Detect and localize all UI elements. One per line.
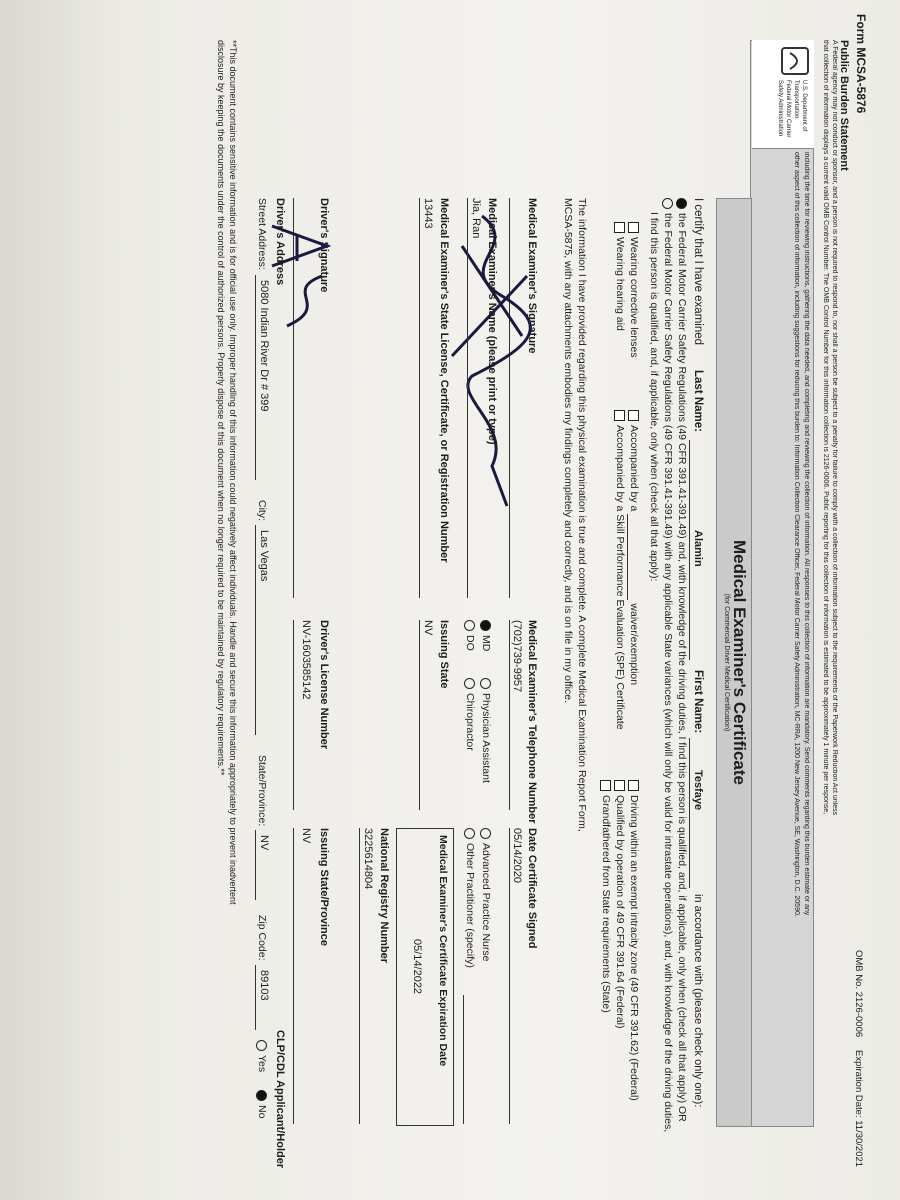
date-signed-value[interactable]: 05/14/2020 [511,828,523,884]
burden-text-1: A Federal agency may not conduct or sponsor, and a person is not required to respond to, nor shall a person be subject to a penalty for failure to comply with a collection of information subject to the requirements of the Paperwork Reduction Act unless [831,40,838,816]
expiration-label: Medical Examiner's Certificate Expiration Date [437,835,449,1067]
last-name-line [689,440,690,660]
clp-no[interactable] [256,1090,268,1118]
chiro-radio[interactable] [464,678,475,689]
waiver-checkbox[interactable] [628,410,639,421]
zip-value[interactable]: 89103 [258,970,270,1001]
medical-examiner-certificate-form [20,10,890,1190]
pa-radio[interactable] [480,678,491,689]
option-federal-text: the Federal Motor Carrier Safety Regulations (49 CFR 391.41-391.49) and, with knowledge of the driving duties, I find this person is qualified, and, if applicable, only when (check all that apply) OR [676,213,688,1122]
driver-license-label: Driver's License Number [318,620,330,750]
apn-label: Advanced Practice Nurse [480,843,492,962]
do-radio[interactable] [464,620,475,631]
option-state-radio[interactable] [662,198,673,209]
zip-label: Zip Code: [256,915,268,961]
credential-apn[interactable] [480,828,492,961]
examiner-issuing-state-line [419,620,420,810]
credential-do[interactable] [464,620,476,651]
form-subtitle: (for Commercial Driver Medical Certification) [723,593,730,732]
hearing-label: Wearing hearing aid [614,237,626,331]
clp-label: CLP/CDL Applicant/Holder [274,1030,286,1169]
grandfathered-label: Grandfathered from State requirements (State) [600,795,612,1013]
examiner-issuing-state-label: Issuing State [438,620,450,689]
option-state-continued: I find this person is qualified, and, if applicable, only when (check all that apply): [648,212,660,582]
state-line [255,830,256,900]
first-name-value[interactable]: Tesfaye [692,770,704,811]
cond-lenses[interactable] [628,222,640,358]
driver-license-line [293,620,294,810]
registry-line [359,828,360,1124]
burden-title: Public Burden Statement [838,40,850,171]
statement-line-1: The information I have provided regarding this physical examination is true and complete. A complete Medical Examination Report Form, [576,198,588,832]
cond-grandfathered[interactable] [600,780,612,1013]
agency-line-1: U.S. Department of Transportation [793,80,807,132]
examiner-name-value[interactable]: Jia, Ran [470,198,482,239]
clp-no-radio[interactable] [256,1090,267,1101]
street-label: Street Address: [256,198,268,270]
agency-line-2: Federal Motor Carrier [785,80,791,138]
burden-text-2: that collection of information displays a current valid OMB Control Number. The OMB Control Number for this information collection is 2126-0006. Public reporting for this collection of information is estimated to be approximately 1 minute per response, [822,40,829,815]
telephone-label: Medical Examiner's Telephone Number [526,620,538,824]
dot-logo [752,40,814,149]
credential-md[interactable] [480,620,492,651]
city-value[interactable]: Las Vegas [258,530,270,582]
city-line [255,525,256,735]
burden-text-4: other aspect of this collection of information, including suggestions for reducing this burden to: Information Collection Clearance Officer, Federal Motor Carrier Safety Administration, MC-RRA, 1200 New Jersey Avenue, SE, Washington, D.C. 20590. [793,152,800,917]
grandfathered-checkbox[interactable] [600,780,611,791]
other-label: Other Practitioner (specify) [464,843,476,968]
driver-issuing-state-line [293,828,294,1124]
clp-no-label: No [256,1105,268,1119]
apn-radio[interactable] [480,828,491,839]
examiner-license-label: Medical Examiner's State License, Certificate, or Registration Number [438,198,450,563]
operation-label: Qualified by operation of 49 CFR 391.64 (Federal) [614,795,626,1029]
credential-chiro[interactable] [464,678,476,751]
waiver-post-label: waiver/exemption [628,603,640,686]
agency-line-3: Safety Administration [777,80,783,137]
driver-address-label: Driver's Address [274,198,286,286]
date-signed-label: Date Certificate Signed [526,828,538,949]
option-federal[interactable] [676,198,688,1158]
form-id: Form MCSA-5876 [854,14,868,114]
chiro-label: Chiropractor [464,693,476,751]
expiration-value[interactable]: 05/14/2022 [411,939,423,995]
md-radio[interactable] [480,620,491,631]
clp-yes-radio[interactable] [256,1040,267,1051]
examiner-name-label: Medical Examiner's Name (please print or type) [486,198,498,445]
operation-checkbox[interactable] [614,780,625,791]
spe-checkbox[interactable] [614,410,625,421]
clp-yes-label: Yes [256,1055,268,1073]
burden-text-3: including the time for reviewing instructions, gathering the data needed, and completing and reviewing the collection of information. All responses to this collection of information are mandatory. Send comments regarding this burden estimate or any [803,152,810,916]
street-value[interactable]: 5080 Indian River Dr # 399 [258,280,270,412]
driver-issuing-state-label: Issuing State/Province [318,828,330,946]
telephone-line [509,620,510,810]
city-label: City: [256,500,268,521]
do-label: DO [464,635,476,651]
hearing-checkbox[interactable] [614,222,625,233]
cond-spe[interactable] [614,410,626,730]
zip-line [255,965,256,1030]
cond-operation[interactable] [614,780,626,1028]
telephone-value[interactable]: (702)739-9957 [511,620,523,693]
option-state-text: the Federal Motor Carrier Safety Regulations (49 CFR 391.41-391.49) with any applicable State variances (which will only be valid for intrastate operations), and, with knowledge of the driving duties, [662,213,674,1133]
cond-intracity[interactable] [628,780,640,1101]
option-state-variances[interactable] [662,198,674,1158]
examiner-license-line [419,198,420,598]
examiner-issuing-state-value[interactable]: NV [422,620,434,636]
state-label: State/Province: [256,755,268,827]
street-line [255,275,256,480]
credential-other[interactable] [464,828,476,968]
lenses-checkbox[interactable] [628,222,639,233]
expiration-date-box[interactable] [396,828,454,1126]
omb-number: OMB No. 2126-0006 [853,950,864,1038]
pa-label: Physician Assistant [480,693,492,783]
md-label: MD [480,635,492,652]
cond-hearing[interactable] [614,222,626,331]
date-signed-line [509,828,510,1124]
expiration-notice: Expiration Date: 11/30/2021 [853,1050,864,1168]
certify-intro: I certify that I have examined [692,198,704,346]
lenses-label: Wearing corrective lenses [628,237,640,358]
last-name-label: Last Name: [692,370,704,432]
driver-issuing-state-value[interactable]: NV [300,828,312,844]
state-value[interactable]: NV [258,835,270,851]
registry-label: National Registry Number [378,828,390,964]
driver-license-value[interactable]: NV-1603585142 [300,620,312,700]
footer-line-2: disclosure by keeping the documents under the control of authorized persons. Properly dispose of this document when no longer required to be maintained by regulatory requirements.** [216,40,226,776]
footer-line-1: **This document contains sensitive information and is for official use only. Improper handling of this information could negatively affect individuals. Handle and secure this information appropriately to prevent inadvertent [228,40,238,905]
cond-waiver[interactable] [627,410,640,685]
waiver-blank[interactable] [627,514,640,600]
form-title: Medical Examiner's Certificate [730,540,749,785]
first-name-line [689,738,690,888]
examiner-name-line [467,198,468,598]
intracity-checkbox[interactable] [628,780,639,791]
registry-value[interactable]: 3225614804 [362,828,374,890]
accordance-text: in accordance with (please check only one): [692,894,704,1108]
other-radio[interactable] [464,828,475,839]
spe-label: Accompanied by a Skill Performance Evaluation (SPE) Certificate [614,425,626,730]
driver-signature-label: Driver's Signature [318,198,330,293]
clp-yes[interactable] [256,1040,268,1072]
title-bar [716,198,752,1127]
other-specify-line [463,995,464,1124]
examiner-license-value[interactable]: 13443 [422,198,434,229]
last-name-value[interactable]: Alamin [692,530,704,567]
dot-emblem-icon [780,46,810,76]
credential-pa[interactable] [480,678,492,783]
first-name-label: First Name: [692,670,704,734]
intracity-label: Driving within an exempt intracity zone (49 CFR 391.62) (Federal) [628,795,640,1101]
waiver-pre-label: Accompanied by a [628,425,640,512]
examiner-signature-label: Medical Examiner's Signature [526,198,538,354]
statement-line-2: MCSA-5875, with any attachments embodies my findings completely and correctly, and is on file in my office. [562,198,574,704]
option-federal-radio[interactable] [676,198,687,209]
